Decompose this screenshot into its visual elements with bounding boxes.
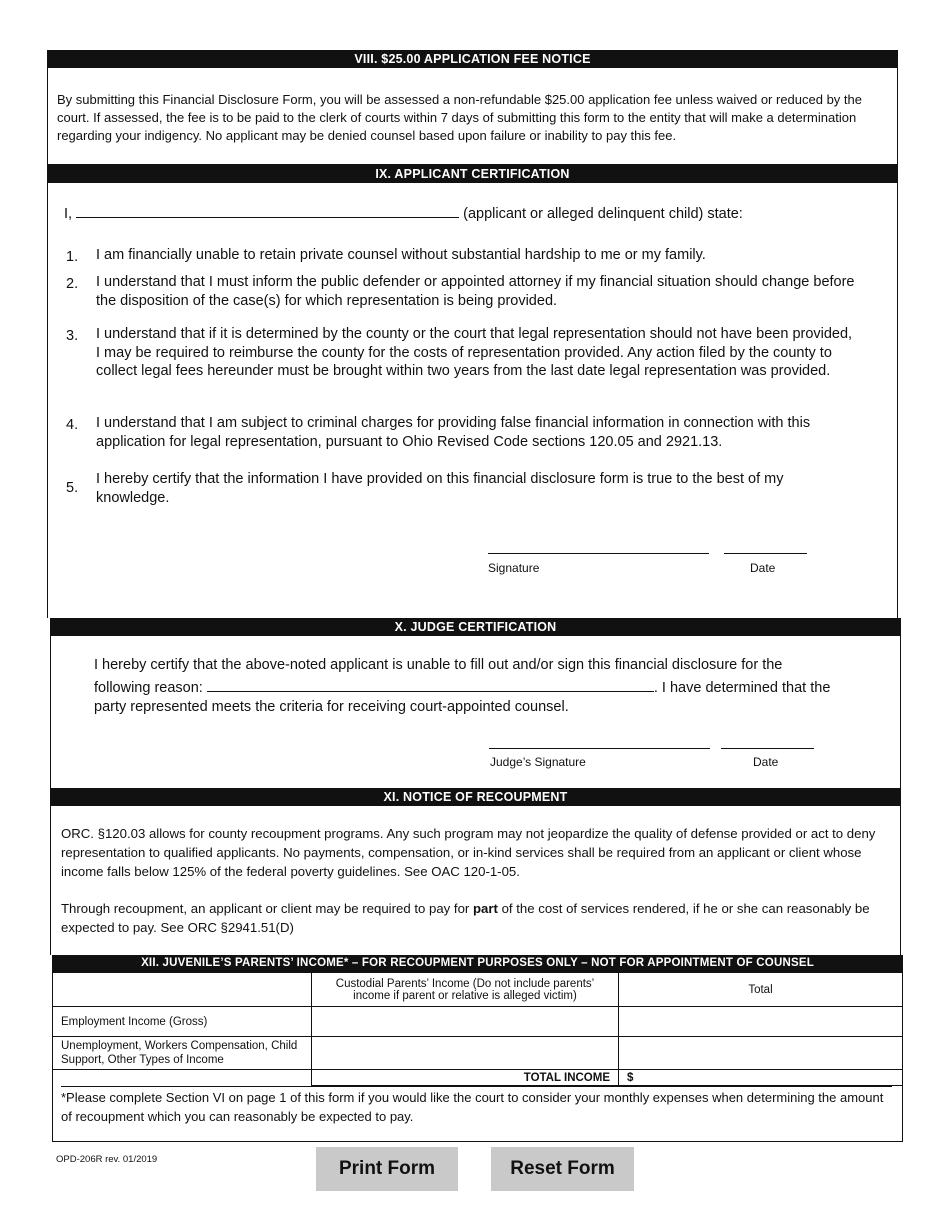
list-item: [66, 470, 857, 507]
recoupment-para1: ORC. §120.03 allows for county recoupment programs. Any such program may not jeopardize the quality of defense provided or act to deny representation to qualified applicants. No payments, compensation, or in-kind services shall be required from an applicant or client whose income falls below 125% of the federal poverty guidelines. See OAC 120-1-05.: [61, 826, 876, 879]
date-label: Date: [753, 755, 779, 769]
employment-custodial-cell[interactable]: [312, 1007, 619, 1037]
section-title: XI. NOTICE OF RECOUPMENT: [51, 788, 900, 806]
list-text: I understand that I am subject to criminal charges for providing false financial information in connection with this application for legal representation, pursuant to Ohio Revised Code sections 120.05 and 2921.13.: [96, 415, 811, 450]
total-income-value[interactable]: $: [619, 1070, 903, 1086]
print-form-button[interactable]: Print Form: [316, 1147, 458, 1191]
date-label: Date: [750, 561, 776, 575]
list-text: I understand that if it is determined by the county or the court that legal representation should not have been provided, I may be required to reimburse the county for the costs of representation provided. Any action filed by the county to collect legal fees hereunder must be brought within two years from the last date legal representation was provided.: [96, 326, 853, 379]
judge-signature-field[interactable]: [489, 748, 710, 749]
other-custodial-cell[interactable]: [312, 1037, 619, 1070]
reason-field[interactable]: [207, 677, 654, 692]
list-text: I understand that I must inform the public defender or appointed attorney if my financial situation should change before the disposition of the case(s) for which representation is being provided.: [96, 274, 855, 309]
signature-field[interactable]: [488, 553, 709, 554]
employment-total-cell[interactable]: [619, 1007, 903, 1037]
section-title: IX. APPLICANT CERTIFICATION: [48, 165, 897, 183]
list-number: 4.: [66, 417, 79, 433]
para2-bold: part: [472, 901, 498, 916]
judge-date-field[interactable]: [721, 748, 814, 749]
section-title: VIII. $25.00 APPLICATION FEE NOTICE: [48, 50, 897, 68]
list-number: 1.: [66, 249, 79, 265]
list-number: 2.: [66, 276, 79, 292]
section-applicant-certification: [47, 165, 898, 618]
list-item: [66, 325, 857, 381]
list-text: I am financially unable to retain private counsel without substantial hardship to me or my family.: [96, 247, 706, 263]
section-parents-income: [52, 955, 903, 1142]
form-id: OPD-206R rev. 01/2019: [56, 1154, 158, 1165]
applicant-i-label: I,: [64, 206, 73, 222]
judge-cert-line1: I hereby certify that the above-noted applicant is unable to fill out and/or sign this financial disclosure for the: [94, 657, 783, 673]
signature-label: Signature: [488, 561, 540, 575]
list-number: 3.: [66, 328, 79, 344]
reason-suffix: . I have determined that the: [653, 680, 831, 696]
list-item: [66, 273, 857, 310]
list-item: [66, 246, 857, 265]
other-total-cell[interactable]: [619, 1037, 903, 1070]
reset-form-button[interactable]: Reset Form: [491, 1147, 634, 1191]
section-judge-certification: [50, 618, 901, 788]
income-footnote: *Please complete Section VI on page 1 of this form if you would like the court to consider your monthly expenses when determining the amount of recoupment which you can reasonably be expected to pay.: [61, 1086, 892, 1126]
list-number: 5.: [66, 480, 79, 496]
list-item: [66, 414, 857, 451]
para2-text-a: Through recoupment, an applicant or client may be required to pay for: [61, 901, 473, 916]
fee-notice-text: By submitting this Financial Disclosure Form, you will be assessed a non-refundable $25.00 application fee unless waived or reduced by the court. If assessed, the fee is to be paid to the clerk of courts within 7 days of submitting this form to the entity that will make a determination regarding your indigency. No applicant may be denied counsel based upon failure or inability to pay this fee.: [57, 92, 862, 143]
total-row-blank: [53, 1070, 312, 1086]
col-custodial-header: Custodial Parents’ Income (Do not include parents’ income if parent or relative is alleged victim): [312, 973, 619, 1007]
judge-cert-line2: [94, 677, 884, 698]
para2-text-b: of the cost of services rendered, if he or she can reasonably be expected to pay. See ORC §2941.51(D): [61, 901, 870, 935]
applicant-name-field[interactable]: [76, 203, 459, 218]
section-fee-notice: [47, 50, 898, 165]
section-recoupment-notice: [50, 788, 901, 955]
section-title: XII. JUVENILE’S PARENTS’ INCOME* – FOR RECOUPMENT PURPOSES ONLY – NOT FOR APPOINTMENT OF COUNSEL: [53, 955, 902, 972]
col-total-header: Total: [619, 973, 903, 1007]
section-title: X. JUDGE CERTIFICATION: [51, 618, 900, 636]
applicant-statement-line: [64, 203, 864, 224]
table-header-blank: [53, 973, 312, 1007]
signature-date-field[interactable]: [724, 553, 807, 554]
total-income-label: TOTAL INCOME: [312, 1070, 619, 1086]
row-employment-label: Employment Income (Gross): [53, 1007, 312, 1037]
judge-cert-line3: party represented meets the criteria for receiving court-appointed counsel.: [94, 699, 569, 715]
income-table: [53, 972, 902, 1086]
row-other-income-label: Unemployment, Workers Compensation, Child Support, Other Types of Income: [53, 1037, 312, 1070]
recoupment-para2: [61, 899, 890, 937]
reason-label: following reason:: [94, 680, 203, 696]
applicant-statement-rest: (applicant or alleged delinquent child) state:: [463, 206, 743, 222]
list-text: I hereby certify that the information I have provided on this financial disclosure form is true to the best of my knowledge.: [96, 471, 784, 506]
judge-signature-label: Judge’s Signature: [490, 755, 586, 769]
